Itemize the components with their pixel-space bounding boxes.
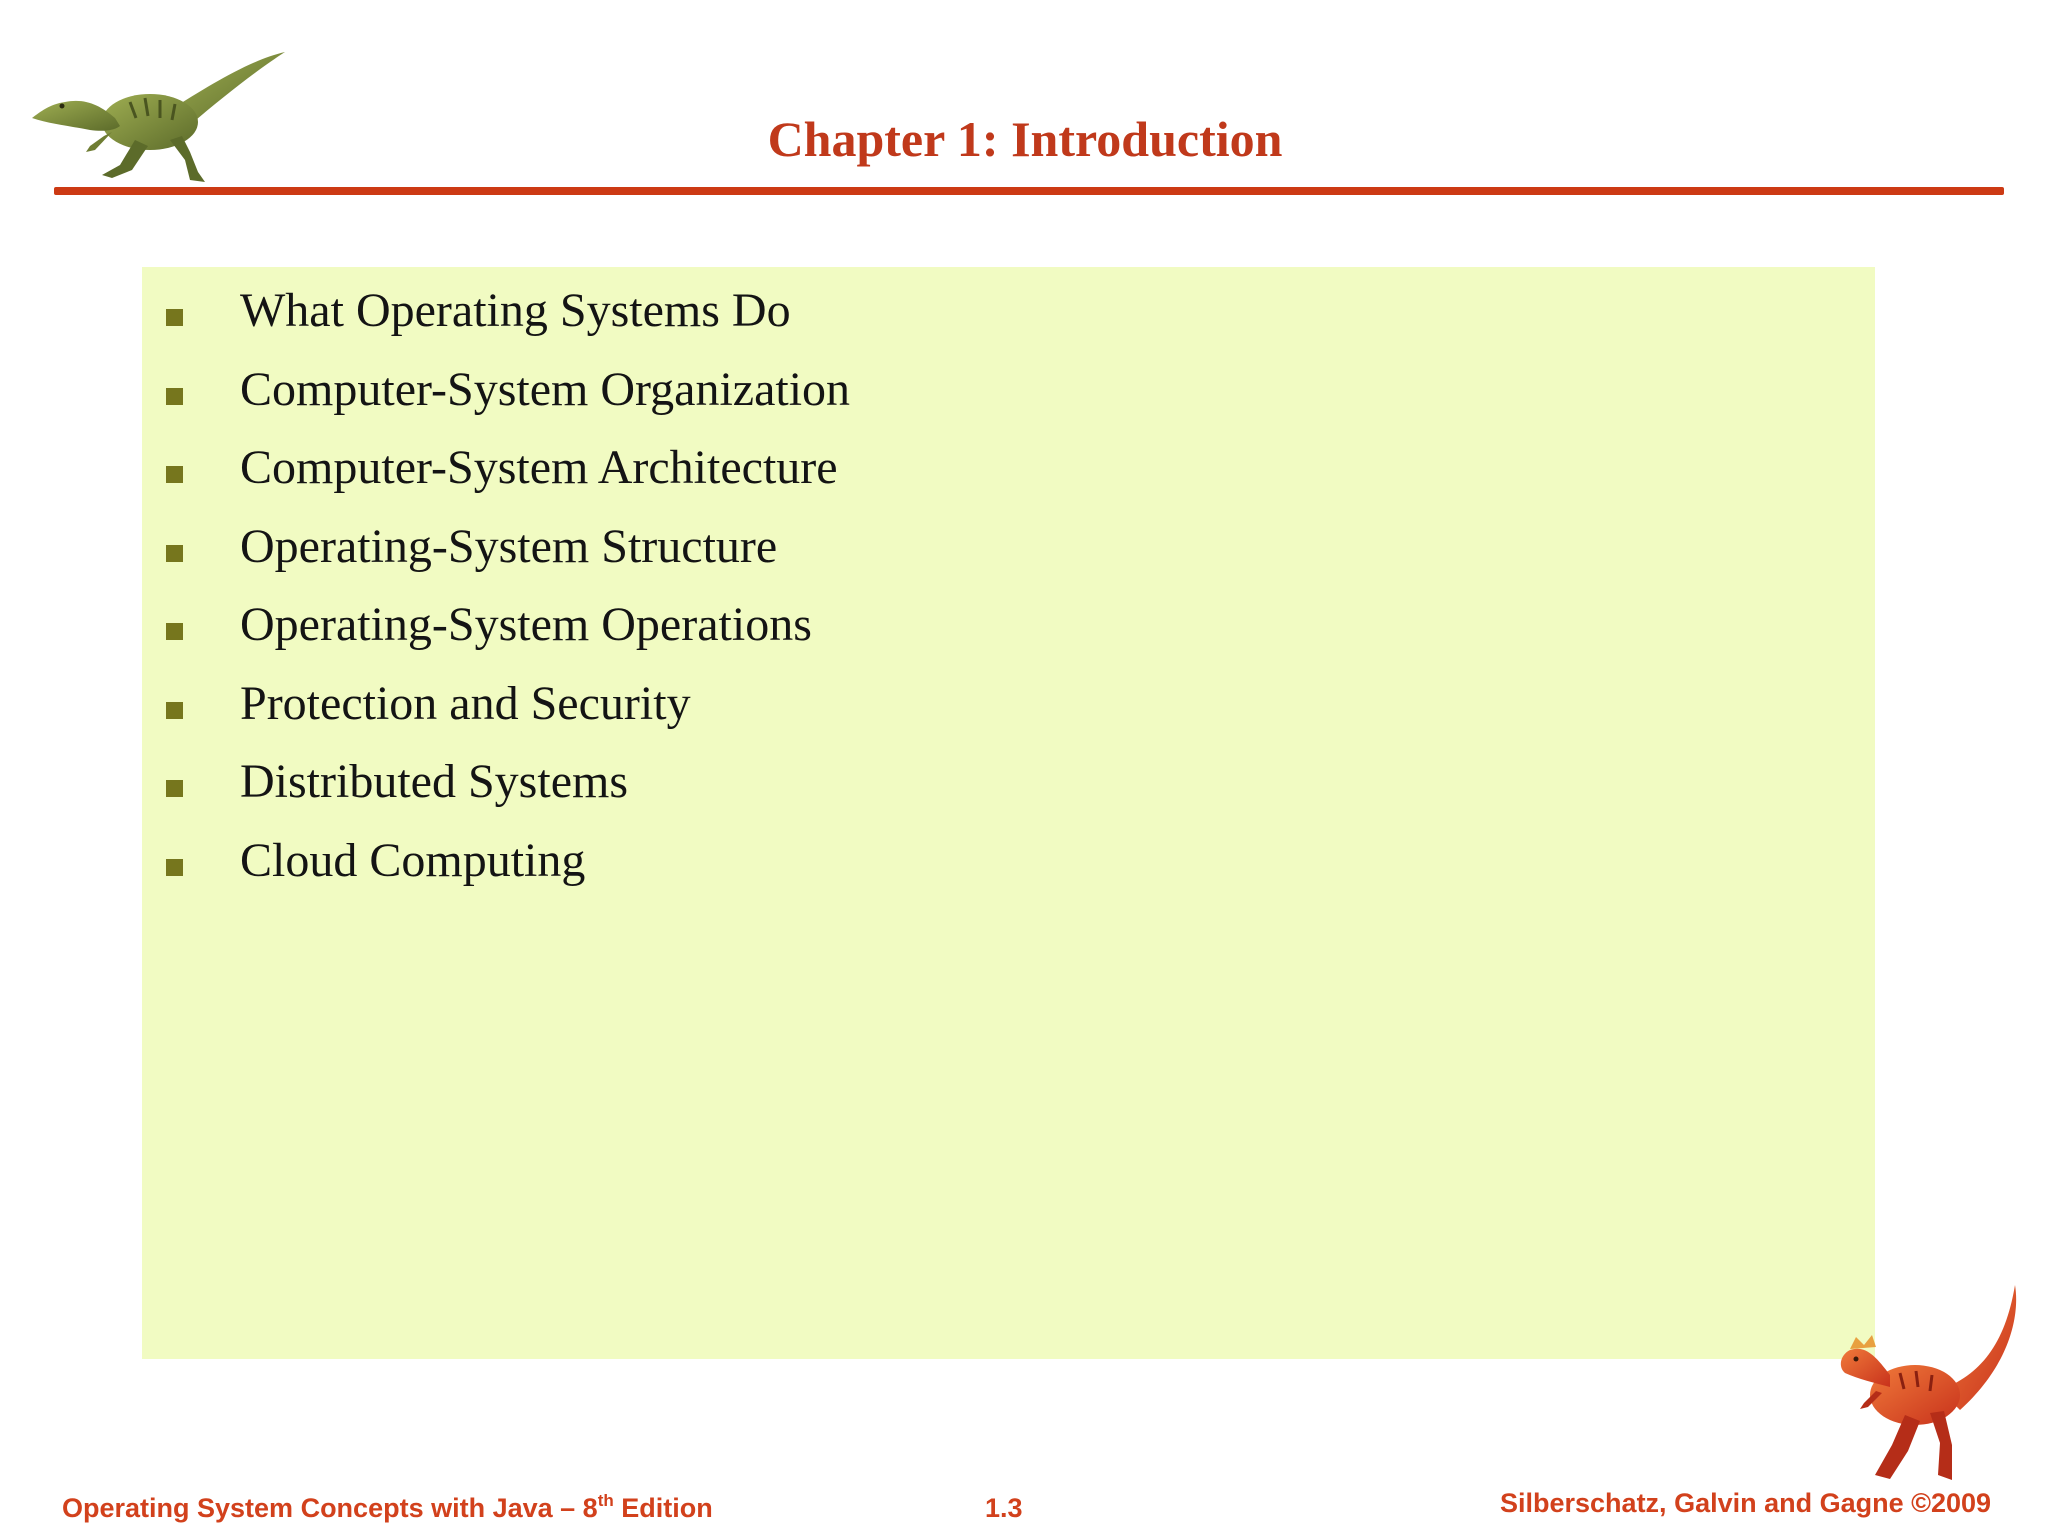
square-bullet-icon — [166, 623, 183, 640]
bullet-text: Protection and Security — [240, 676, 691, 730]
footer-book-title-prefix: Operating System Concepts with Java – 8 — [62, 1493, 598, 1523]
bullet-text: Operating-System Structure — [240, 519, 778, 573]
red-dinosaur-icon — [1820, 1275, 2030, 1490]
footer-edition-suffix: Edition — [613, 1493, 713, 1523]
footer-edition-superscript: th — [597, 1491, 614, 1510]
bullet-text: Distributed Systems — [240, 755, 629, 808]
square-bullet-icon — [166, 859, 183, 876]
slide-title: Chapter 1: Introduction — [767, 111, 1283, 167]
bullet-text: Cloud Computing — [240, 833, 586, 887]
square-bullet-icon — [166, 388, 183, 405]
square-bullet-icon — [166, 702, 183, 719]
footer-book-title — [62, 1493, 713, 1524]
green-dinosaur-icon — [20, 40, 290, 190]
square-bullet-icon — [166, 780, 183, 797]
title-underline — [54, 187, 2004, 195]
bullet-text: What Operating Systems Do — [240, 284, 791, 337]
bullet-text: Computer-System Architecture — [240, 441, 838, 494]
bullet-text: Operating-System Operations — [240, 598, 812, 651]
square-bullet-icon — [166, 309, 183, 326]
bullet-text: Computer-System Organization — [240, 362, 851, 416]
square-bullet-icon — [166, 466, 183, 483]
footer-copyright: Silberschatz, Galvin and Gagne ©2009 — [1500, 1488, 1992, 1518]
content-panel — [142, 267, 1875, 1359]
page-number: 1.3 — [985, 1493, 1023, 1523]
square-bullet-icon — [166, 545, 183, 562]
